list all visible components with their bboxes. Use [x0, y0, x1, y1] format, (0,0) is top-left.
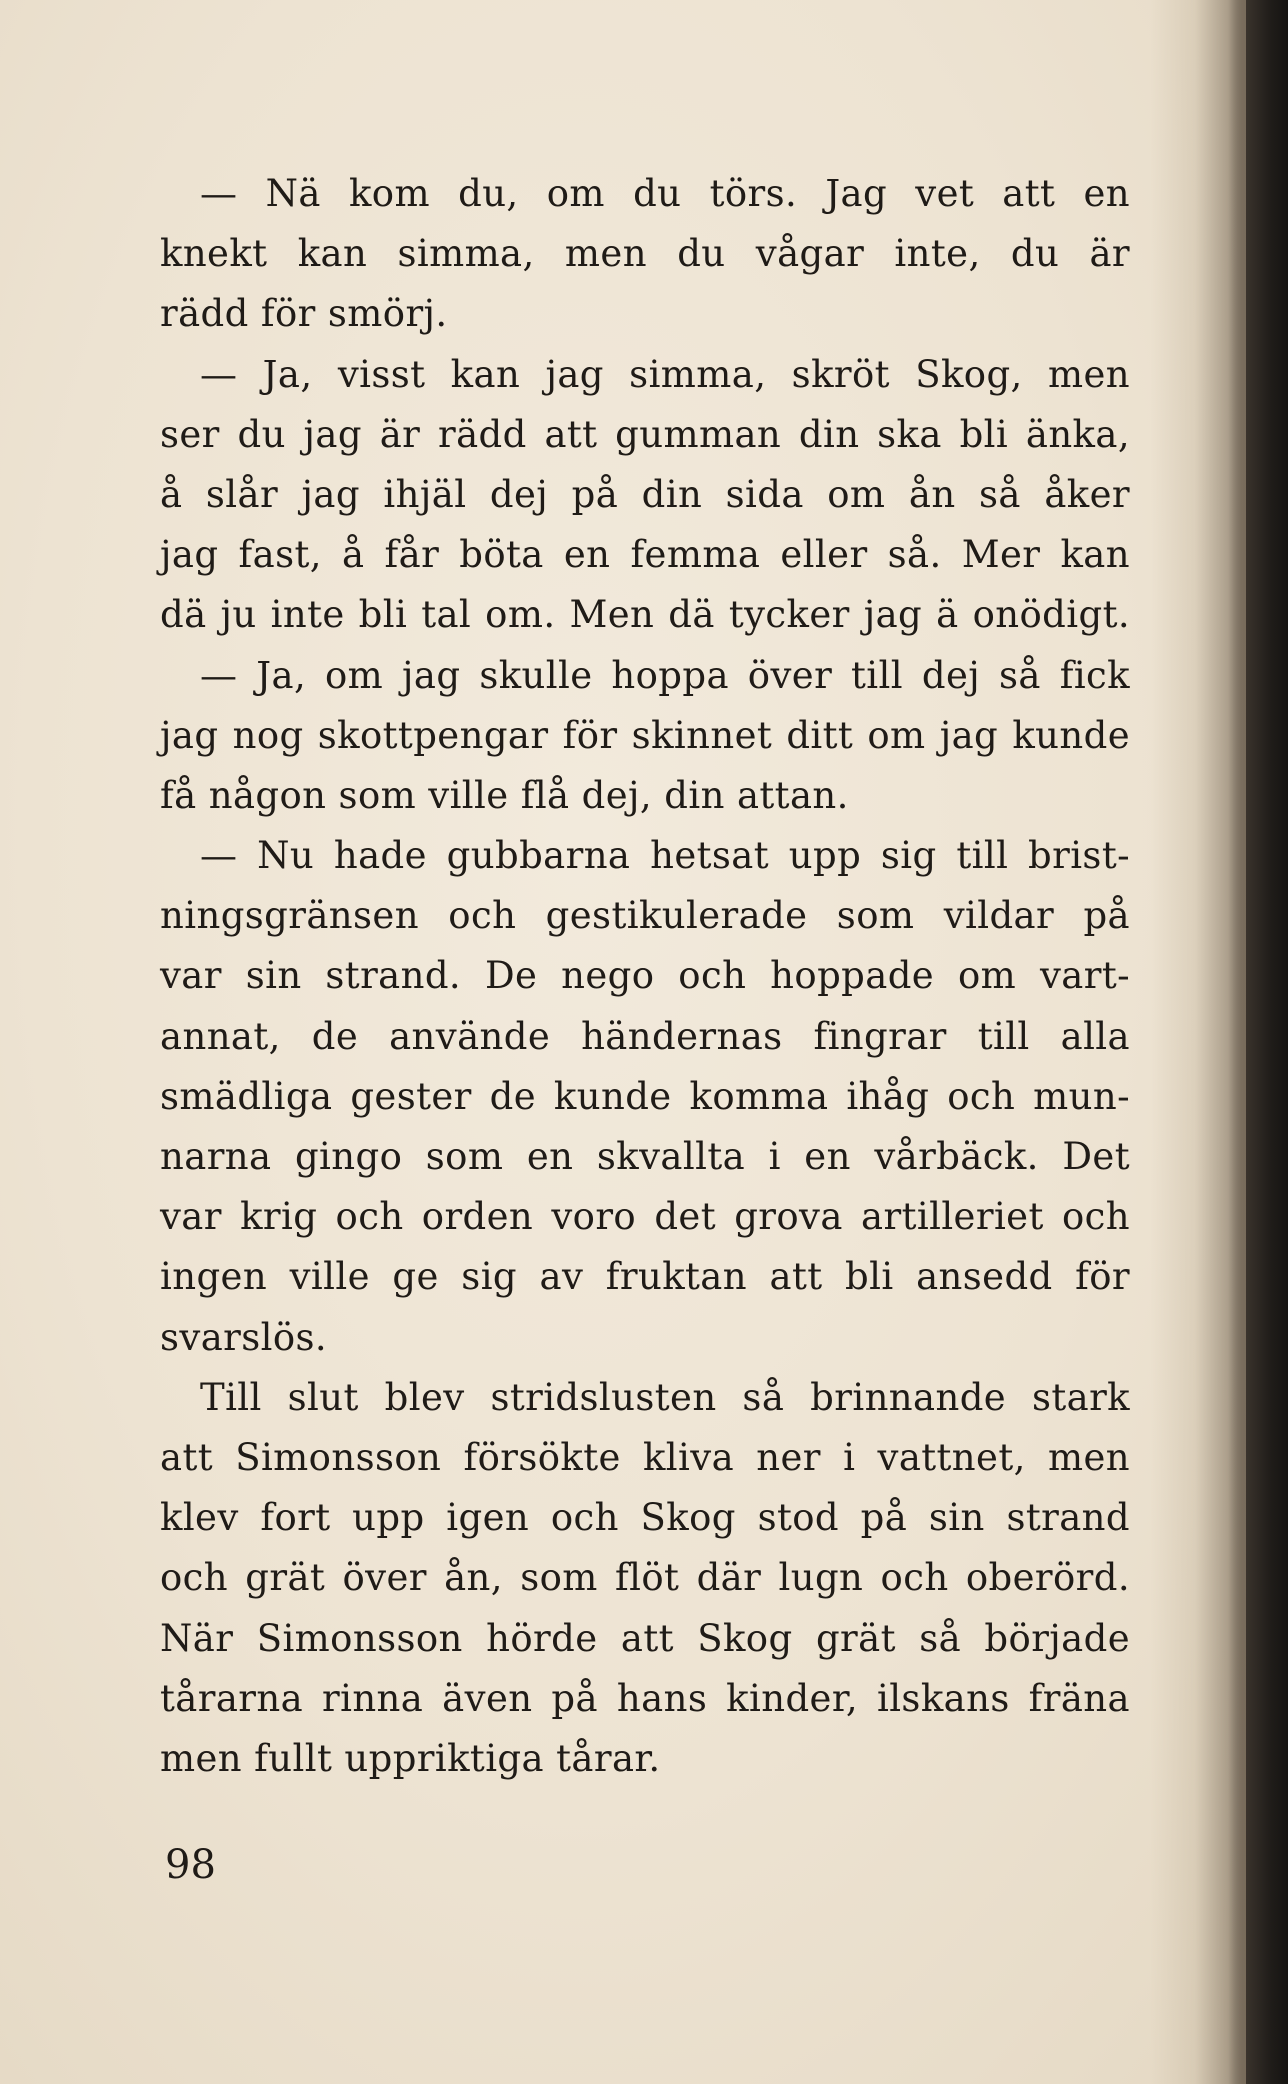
text-line: ser du jag är rädd att gumman din ska bli änka, [160, 412, 1130, 456]
text-line: — Nu hade gubbarna hetsat upp sig till brist- [200, 834, 1130, 878]
text-line: När Simonsson hörde att Skog grät så började [160, 1616, 1130, 1660]
text-line: och grät över ån, som flöt där lugn och oberörd. [160, 1556, 1130, 1600]
text-line: smädliga gester de kunde komma ihåg och mun- [160, 1074, 1130, 1118]
body-text [160, 164, 1130, 1789]
text-line: men fullt uppriktiga tårar. [160, 1736, 661, 1780]
text-line: svarslös. [160, 1315, 328, 1359]
text-line: få någon som ville flå dej, din attan. [160, 773, 849, 817]
text-line: var sin strand. De nego och hoppade om vart- [160, 954, 1130, 998]
text-line: jag fast, å får böta en femma eller så. Mer kan [160, 533, 1130, 577]
text-line: — Ja, om jag skulle hoppa över till dej så fick [200, 653, 1130, 697]
text-line: å slår jag ihjäl dej på din sida om ån så åker [160, 472, 1130, 516]
text-line: ingen ville ge sig av fruktan att bli ansedd för [160, 1255, 1130, 1299]
text-line: Till slut blev stridslusten så brinnande stark [200, 1375, 1130, 1419]
page-number: 98 [165, 1842, 216, 1888]
text-line: — Nä kom du, om du törs. Jag vet att en [200, 172, 1130, 215]
text-line: narna gingo som en skvallta i en vårbäck. Det [160, 1135, 1130, 1178]
text-line: ningsgränsen och gestikulerade som vildar på [160, 894, 1130, 938]
text-line: dä ju inte bli tal om. Men dä tycker jag ä onödigt. [160, 593, 1130, 637]
text-line: annat, de använde händernas fingrar till alla [160, 1014, 1130, 1058]
text-line: — Ja, visst kan jag simma, skröt Skog, men [200, 352, 1130, 396]
text-line: jag nog skottpengar för skinnet ditt om jag kunde [160, 713, 1130, 757]
text-line: tårarna rinna även på hans kinder, ilskans fräna [160, 1676, 1130, 1720]
book-spine [1246, 0, 1288, 2084]
text-line: att Simonsson försökte kliva ner i vattnet, men [160, 1435, 1130, 1479]
text-line: klev fort upp igen och Skog stod på sin strand [160, 1496, 1130, 1540]
text-line: knekt kan simma, men du vågar inte, du är [160, 232, 1130, 276]
text-line: rädd för smörj. [160, 292, 448, 336]
text-line: var krig och orden voro det grova artilleriet och [160, 1195, 1130, 1239]
